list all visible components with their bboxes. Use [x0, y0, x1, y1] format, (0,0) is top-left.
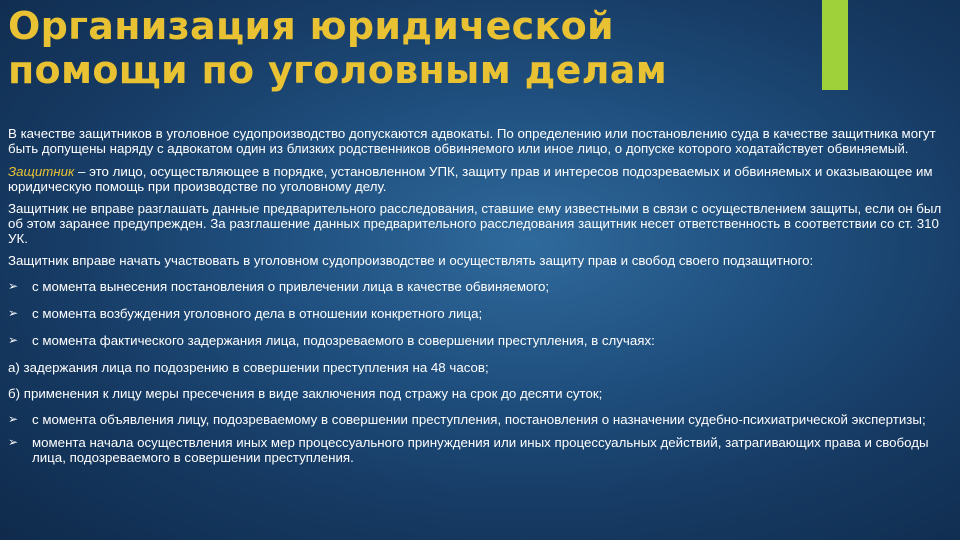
- list-item-text: с момента возбуждения уголовного дела в отношении конкретного лица;: [32, 306, 483, 321]
- intro-paragraph: Защитник вправе начать участвовать в уголовном судопроизводстве и осуществлять защиту прав и свобод своего подзащитного:: [8, 253, 814, 268]
- accent-bar: [822, 0, 848, 90]
- disclosure-paragraph: Защитник не вправе разглашать данные предварительного расследования, ставшие ему известными в связи с осуществлением защиты, если он был об этом заранее предупрежден. За разглашение данных предварительного расследования защитник несет ответственность в соответствии со ст. 310 УК.: [8, 201, 942, 246]
- arrowhead-bullet-icon: ➢: [8, 306, 19, 320]
- arrowhead-bullet-icon: ➢: [8, 435, 19, 449]
- definition-paragraph: [8, 164, 954, 194]
- slide-title: [8, 4, 808, 92]
- list-item: [8, 279, 954, 294]
- case-a-text: а) задержания лица по подозрению в совершении преступления на 48 часов;: [8, 360, 489, 375]
- arrowhead-bullet-icon: ➢: [8, 412, 19, 426]
- list-item-text: момента начала осуществления иных мер процессуального принуждения или иных процессуальных действий, затрагивающих права и свободы лица, подозреваемого в совершении преступления.: [32, 435, 929, 465]
- definition-text: – это лицо, осуществляющее в порядке, установленном УПК, защиту прав и интересов подозреваемых и обвиняемых и оказывающее им юридическую помощь при производстве по уголовному делу.: [8, 164, 933, 194]
- title-line-1: Организация юридической: [8, 4, 614, 48]
- lead-paragraph: В качестве защитников в уголовное судопроизводство допускаются адвокаты. По определению или постановлению суда в качестве защитника могут быть допущены наряду с адвокатом один из близких родственников обвиняемого или иное лицо, о допуске которого ходатайствует обвиняемый.: [8, 126, 936, 156]
- arrowhead-bullet-icon: ➢: [8, 279, 19, 293]
- list-item-text: с момента вынесения постановления о привлечении лица в качестве обвиняемого;: [32, 279, 550, 294]
- case-b-text: б) применения к лицу меры пресечения в виде заключения под стражу на срок до десяти суток;: [8, 386, 603, 401]
- definition-term: Защитник: [8, 164, 75, 179]
- slide-body: [8, 126, 954, 473]
- arrowhead-bullet-icon: ➢: [8, 333, 19, 347]
- list-item-text: с момента объявления лицу, подозреваемому в совершении преступления, постановления о назначении судебно-психиатрической экспертизы;: [32, 412, 926, 427]
- list-item: [8, 412, 954, 427]
- list-item: [8, 333, 954, 348]
- list-item: [8, 435, 954, 465]
- list-item: [8, 306, 954, 321]
- title-line-2: помощи по уголовным делам: [8, 48, 668, 92]
- list-item-text: с момента фактического задержания лица, подозреваемого в совершении преступления, в случаях:: [32, 333, 655, 348]
